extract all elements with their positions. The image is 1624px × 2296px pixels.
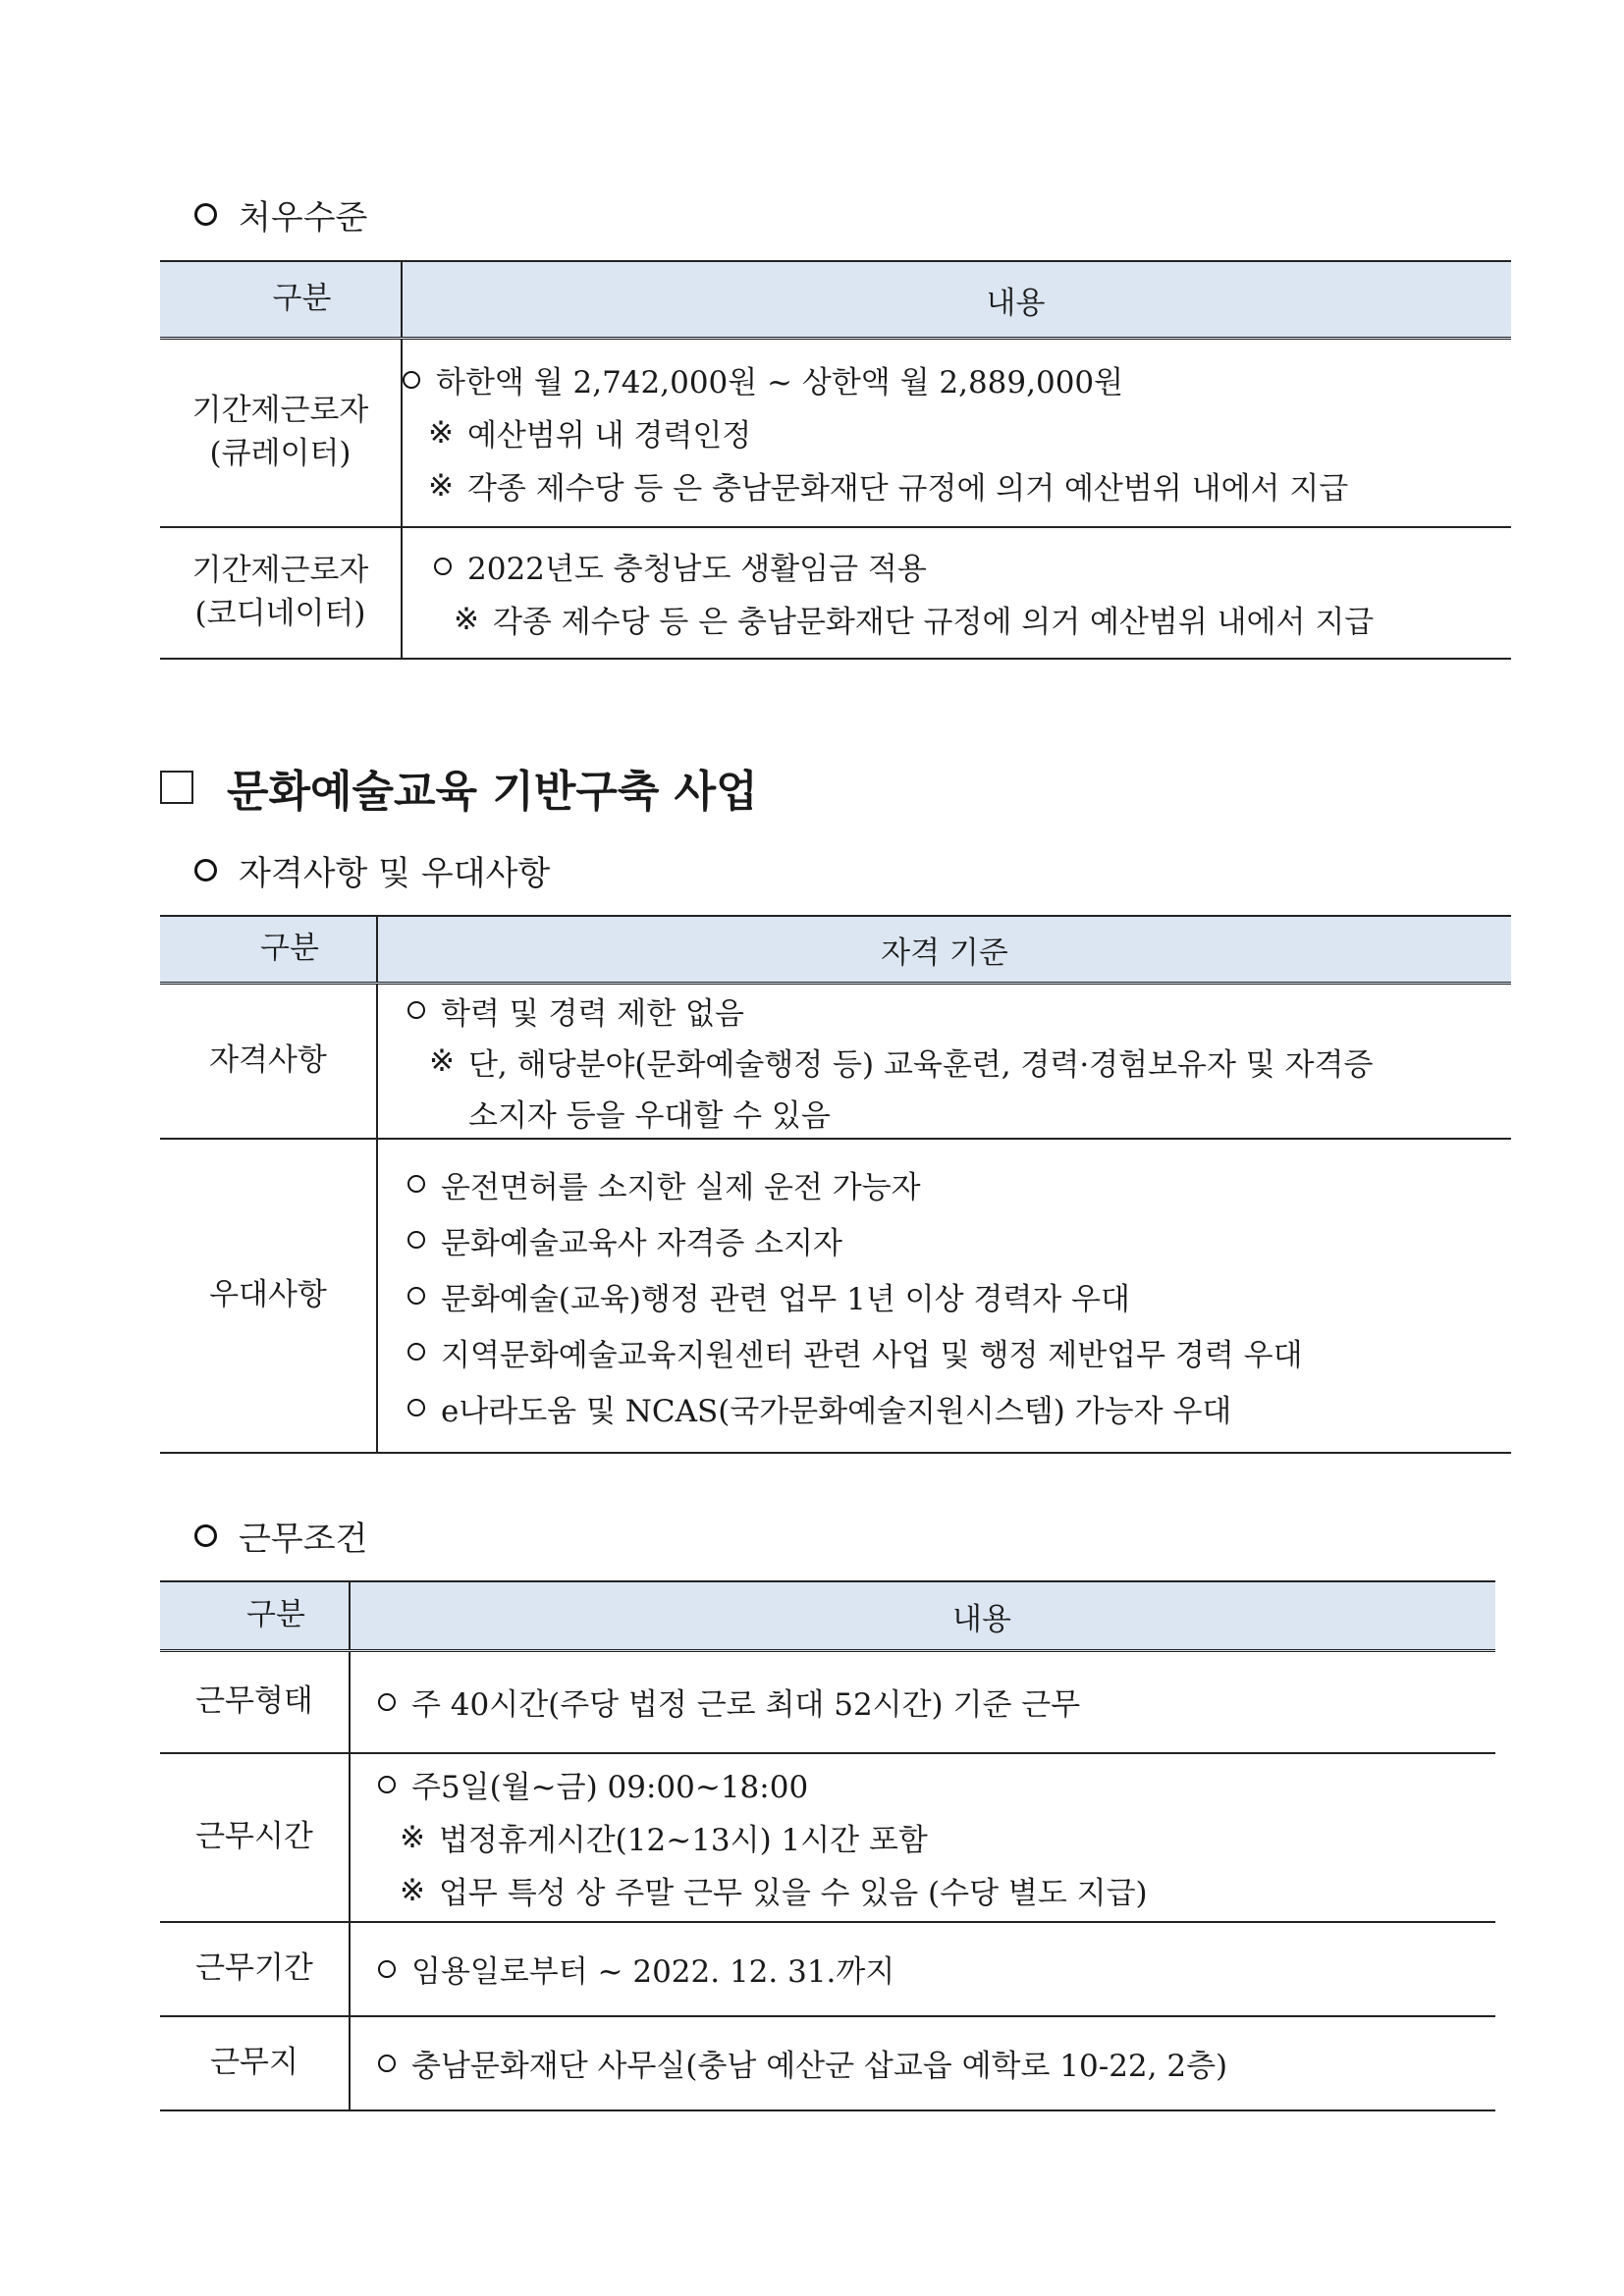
reference-mark-icon: ※: [400, 1872, 425, 1908]
label-line: 기간제근로자: [191, 553, 369, 589]
circle-bullet-icon: [407, 1231, 425, 1249]
bullet-text: 임용일로부터 ~ 2022. 12. 31.까지: [411, 1954, 895, 1990]
row-label: [160, 339, 402, 527]
item-text: 문화예술교육사 자격증 소지자: [441, 1225, 843, 1261]
label-line: (큐레이터): [209, 435, 352, 471]
note-text: 예산범위 내 경력인정: [466, 418, 752, 454]
circle-bullet-icon: [378, 1776, 396, 1793]
note-line: [403, 406, 1511, 459]
list-item: [407, 1268, 1511, 1324]
note-text: 단, 해당분야(문화예술행정 등) 교육훈련, 경력·경험보유자 및 자격증: [467, 1046, 1374, 1083]
list-item: [407, 1212, 1511, 1268]
heading-text: 처우수준: [239, 198, 368, 238]
note-line: [407, 1036, 1511, 1087]
note-line: [434, 593, 1511, 646]
table-row: [160, 1651, 1495, 1753]
table-header-row: [160, 261, 1511, 339]
list-item: [407, 1324, 1511, 1380]
qualifications-table: [160, 915, 1511, 1454]
bullet-text: 하한액 월 2,742,000원 ~ 상한액 월 2,889,000원: [436, 365, 1124, 401]
list-item: [407, 1156, 1511, 1212]
table-row: [160, 527, 1511, 659]
reference-mark-icon: ※: [428, 414, 454, 451]
row-label: 근무지: [160, 2016, 350, 2110]
bullet-text: 학력 및 경력 제한 없음: [441, 995, 744, 1032]
bullet-text: 충남문화재단 사무실(충남 예산군 삽교읍 예학로 10-22, 2층): [411, 2049, 1228, 2084]
heading-work-conditions: [194, 1512, 367, 1560]
circle-bullet-icon: [194, 859, 217, 881]
row-label: 근무기간: [160, 1922, 350, 2016]
section-title: [160, 756, 758, 819]
item-text: 운전면허를 소지한 실제 운전 가능자: [441, 1169, 921, 1205]
header-category: 구분: [160, 1581, 350, 1651]
bullet-line: [434, 540, 1511, 593]
circle-bullet-icon: [194, 203, 217, 226]
row-content: [350, 1922, 1495, 2016]
row-content: [350, 1651, 1495, 1753]
list-item: [407, 1380, 1511, 1436]
table-row: [160, 1922, 1495, 2016]
reference-mark-icon: ※: [428, 467, 454, 504]
row-content: [402, 527, 1511, 659]
bullet-text: 주 40시간(주당 법정 근로 최대 52시간) 기준 근무: [411, 1687, 1081, 1724]
item-text: 지역문화예술교육지원센터 관련 사업 및 행정 제반업무 경력 우대: [441, 1337, 1303, 1373]
row-content: [402, 339, 1511, 527]
row-label: 우대사항: [160, 1139, 377, 1453]
bullet-line: [378, 1758, 1495, 1811]
circle-bullet-icon: [403, 371, 420, 389]
table-row: [160, 1753, 1495, 1922]
circle-bullet-icon: [434, 558, 452, 575]
row-content: [350, 1753, 1495, 1922]
table-header-row: [160, 1581, 1495, 1651]
bullet-line: [378, 1943, 1495, 1996]
reference-mark-icon: ※: [454, 601, 479, 637]
bullet-line: [407, 985, 1511, 1036]
heading-qualifications: [194, 846, 550, 894]
row-label: [160, 527, 402, 659]
note-line: [378, 1864, 1495, 1917]
item-text: 문화예술(교육)행정 관련 업무 1년 이상 경력자 우대: [441, 1281, 1130, 1317]
circle-bullet-icon: [407, 1343, 425, 1361]
circle-bullet-icon: [407, 1001, 425, 1019]
compensation-table: [160, 260, 1511, 660]
circle-bullet-icon: [407, 1399, 425, 1416]
note-line: [403, 459, 1511, 512]
circle-bullet-icon: [378, 1693, 396, 1711]
circle-bullet-icon: [378, 1960, 396, 1978]
bullet-line: [378, 1676, 1495, 1729]
note-line: [378, 1811, 1495, 1864]
circle-bullet-icon: [194, 1524, 217, 1547]
bullet-line: [378, 2037, 1495, 2090]
note-text: 업무 특성 상 주말 근무 있을 수 있음 (수당 별도 지급): [438, 1876, 1148, 1911]
row-content: [377, 984, 1511, 1140]
circle-bullet-icon: [378, 2055, 396, 2072]
work-conditions-table: [160, 1580, 1495, 2111]
circle-bullet-icon: [407, 1175, 425, 1193]
square-bullet-icon: [160, 771, 193, 804]
reference-mark-icon: ※: [429, 1043, 455, 1079]
row-label: 근무형태: [160, 1651, 350, 1753]
note-text: 각종 제수당 등 은 충남문화재단 규정에 의거 예산범위 내에서 지급: [492, 605, 1375, 640]
table-row: [160, 339, 1511, 527]
row-content: [377, 1139, 1511, 1453]
row-content: [350, 2016, 1495, 2110]
note-text: 각종 제수당 등 은 충남문화재단 규정에 의거 예산범위 내에서 지급: [466, 471, 1349, 507]
note-continuation: 소지자 등을 우대할 수 있음: [468, 1097, 831, 1134]
reference-mark-icon: ※: [400, 1819, 425, 1855]
table-row: [160, 2016, 1495, 2110]
header-content: 내용: [350, 1581, 1495, 1651]
label-line: 기간제근로자: [191, 393, 369, 429]
bullet-line: [403, 353, 1511, 406]
bullet-text: 2022년도 충청남도 생활임금 적용: [467, 552, 927, 587]
section-title-text: 문화예술교육 기반구축 사업: [227, 767, 758, 817]
item-text: e나라도움 및 NCAS(국가문화예술지원시스템) 가능자 우대: [441, 1393, 1232, 1429]
header-criteria: 자격 기준: [377, 916, 1511, 984]
table-row: [160, 1139, 1511, 1453]
header-category: 구분: [160, 916, 377, 984]
header-content: 내용: [402, 261, 1511, 339]
table-header-row: [160, 916, 1511, 984]
heading-compensation: [194, 190, 367, 239]
heading-text: 근무조건: [239, 1520, 368, 1559]
header-category: 구분: [160, 261, 402, 339]
note-text: 법정휴게시간(12~13시) 1시간 포함: [438, 1823, 928, 1858]
circle-bullet-icon: [407, 1287, 425, 1305]
table-row: [160, 984, 1511, 1140]
label-line: (코디네이터): [194, 595, 366, 631]
bullet-text: 주5일(월~금) 09:00~18:00: [411, 1770, 809, 1805]
heading-text: 자격사항 및 우대사항: [239, 854, 551, 893]
row-label: 자격사항: [160, 984, 377, 1140]
row-label: 근무시간: [160, 1753, 350, 1922]
